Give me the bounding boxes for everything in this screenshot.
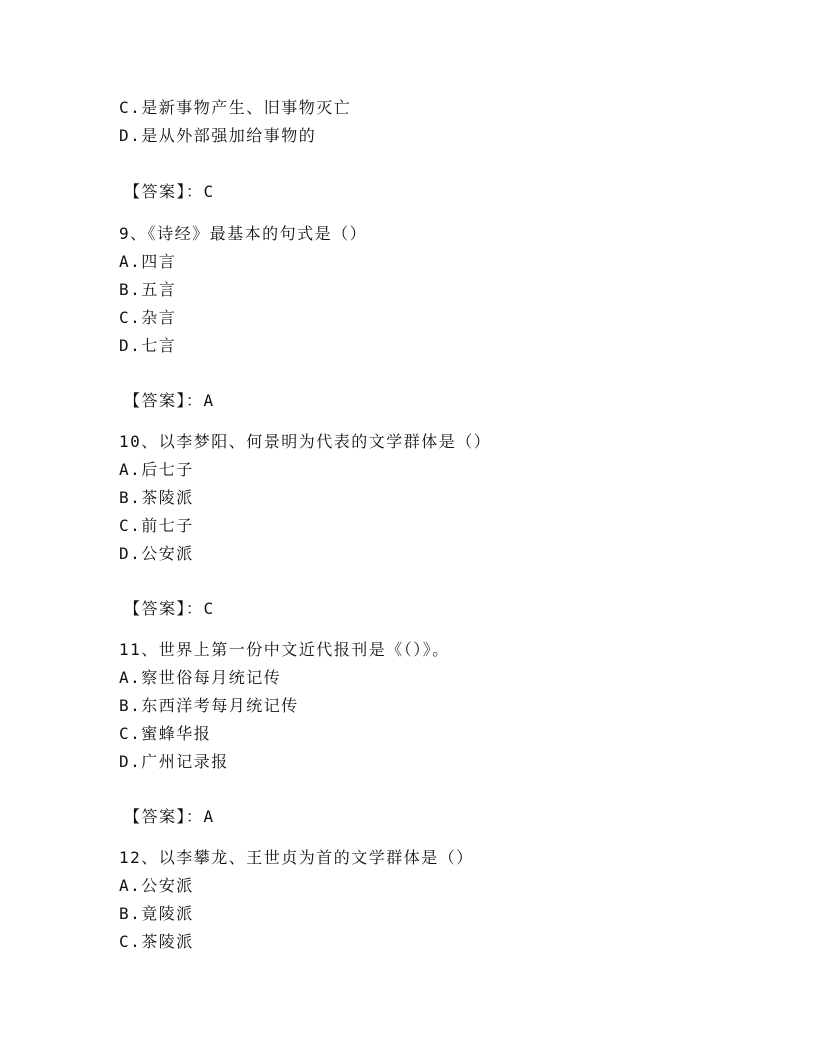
option-c: C.茶陵派: [119, 932, 194, 951]
answer-line: 【答案】：A: [124, 807, 215, 826]
option-d: D.七言: [119, 336, 177, 355]
question-stem-11: 11、世界上第一份中文近代报刊是《（）》。: [119, 640, 450, 659]
option-a: A.后七子: [119, 460, 194, 479]
option-c: C.杂言: [119, 308, 177, 327]
option-c: C.前七子: [119, 516, 194, 535]
option-c: C.是新事物产生、旧事物灭亡: [119, 98, 352, 117]
option-d: D.公安派: [119, 544, 194, 563]
question-stem-10: 10、以李梦阳、何景明为代表的文学群体是（）: [119, 432, 492, 451]
option-a: A.公安派: [119, 876, 194, 895]
option-d: D.是从外部强加给事物的: [119, 126, 317, 145]
answer-line: 【答案】：C: [124, 599, 215, 618]
option-b: B.东西洋考每月统记传: [119, 696, 299, 715]
option-a: A.四言: [119, 252, 177, 271]
option-b: B.竟陵派: [119, 904, 194, 923]
answer-line: 【答案】：C: [124, 182, 215, 201]
answer-line: 【答案】：A: [124, 391, 215, 410]
option-d: D.广州记录报: [119, 752, 229, 771]
option-c: C.蜜蜂华报: [119, 724, 212, 743]
option-b: B.茶陵派: [119, 488, 194, 507]
question-stem-9: 9、《诗经》最基本的句式是（）: [119, 224, 368, 243]
option-a: A.察世俗每月统记传: [119, 668, 282, 687]
option-b: B.五言: [119, 280, 177, 299]
question-stem-12: 12、以李攀龙、王世贞为首的文学群体是（）: [119, 848, 474, 867]
